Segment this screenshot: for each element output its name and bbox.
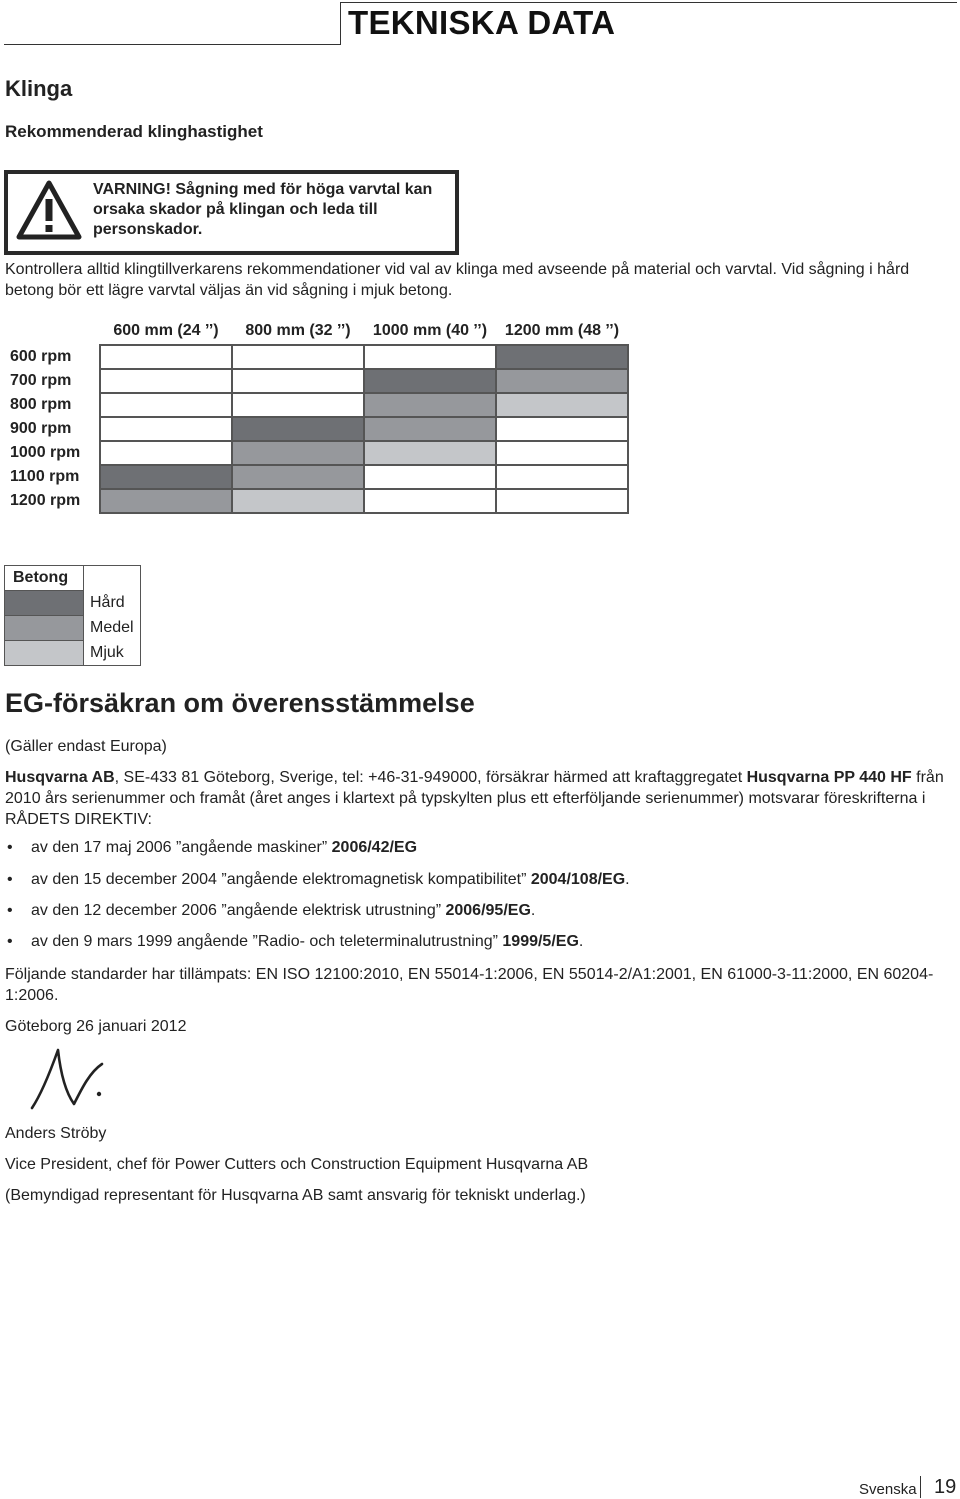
speed-cell-medium (364, 417, 496, 441)
directive-suffix: . (625, 871, 630, 888)
speed-cell-empty (496, 417, 628, 441)
warning-box (4, 170, 459, 255)
speed-cell-medium (100, 489, 232, 513)
speed-cell-empty (496, 465, 628, 489)
bullet-icon: • (7, 902, 13, 919)
speed-cell-empty (364, 345, 496, 369)
speed-cell-empty (100, 417, 232, 441)
row-header: 800 rpm (10, 396, 72, 413)
bullet-icon: • (7, 871, 13, 888)
row-header: 900 rpm (10, 420, 72, 437)
speed-cell-soft (496, 393, 628, 417)
table-row (4, 369, 628, 393)
directive-text: av den 15 december 2004 ”angående elektromagnetisk kompatibilitet” (31, 871, 531, 888)
product-name: Husqvarna PP 440 HF (746, 769, 912, 786)
place-date: Göteborg 26 januari 2012 (5, 1018, 187, 1035)
table-corner (4, 318, 100, 345)
declaration-scope: (Gäller endast Europa) (5, 738, 167, 755)
speed-cell-empty (100, 393, 232, 417)
speed-cell-hard (496, 345, 628, 369)
signer-role: Vice President, chef för Power Cutters och Construction Equipment Husqvarna AB (5, 1156, 589, 1173)
row-header: 600 rpm (10, 348, 72, 365)
legend-item (5, 641, 141, 666)
legend-swatch-medium (5, 616, 84, 641)
company-name: Husqvarna AB (5, 769, 115, 786)
bullet-icon: • (7, 839, 13, 856)
legend-header-empty (84, 566, 141, 591)
signer-name: Anders Ströby (5, 1125, 107, 1142)
speed-cell-medium (364, 393, 496, 417)
declaration-body (5, 767, 957, 830)
section-title: Klinga (5, 76, 73, 101)
bullet-icon: • (7, 933, 13, 950)
speed-cell-empty (496, 489, 628, 513)
speed-cell-empty (100, 345, 232, 369)
directive-suffix: . (578, 933, 584, 950)
footer-divider (920, 1476, 921, 1498)
legend-label: Medel (84, 616, 141, 641)
speed-cell-empty (100, 369, 232, 393)
column-header: 600 mm (24 ’’) (113, 322, 219, 339)
speed-cell-soft (364, 441, 496, 465)
declaration-note: (Bemyndigad representant för Husqvarna AB samt ansvarig för tekniskt underlag.) (5, 1187, 586, 1204)
speed-cell-empty (232, 393, 364, 417)
column-header: 800 mm (32 ’’) (245, 322, 351, 339)
legend-title: Betong (5, 566, 84, 591)
speed-table (4, 318, 629, 514)
table-row (4, 345, 628, 369)
section-subtitle: Rekommenderad klinghastighet (5, 122, 263, 141)
standards-paragraph: Följande standarder har tillämpats: EN ISO 12100:2010, EN 55014-1:2006, EN 55014-2/A1:2001, EN 61000-3-11:2000, EN 60204-1:2006. (5, 966, 934, 1004)
page-number: 19 (934, 1476, 957, 1498)
speed-cell-empty (232, 369, 364, 393)
row-header: 1200 rpm (10, 492, 81, 509)
directive-text: av den 12 december 2006 ”angående elektrisk utrustning” (31, 902, 446, 919)
directive-code: 1999/5/EG (502, 933, 579, 950)
column-header: 1200 mm (48 ’’) (504, 322, 620, 339)
speed-cell-medium (496, 369, 628, 393)
legend-item (5, 616, 141, 641)
directive-code: 2006/95/EG (445, 902, 531, 919)
speed-cell-empty (364, 465, 496, 489)
row-header: 1000 rpm (10, 444, 81, 461)
legend-table (4, 565, 141, 666)
declaration-title: EG-försäkran om överensstämmelse (5, 688, 475, 718)
directive-code: 2004/108/EG (530, 871, 626, 888)
table-row (4, 417, 628, 441)
footer-language: Svenska (859, 1481, 917, 1498)
table-row (4, 465, 628, 489)
speed-cell-empty (364, 489, 496, 513)
warning-triangle-icon (16, 180, 82, 240)
legend-swatch-soft (5, 641, 84, 666)
directive-item (31, 902, 535, 920)
speed-cell-hard (364, 369, 496, 393)
legend-header-row (5, 566, 141, 591)
declaration-text-1: , SE-433 81 Göteborg, Sverige, tel: +46-31-949000, försäkrar härmed att kraftaggregatet (114, 769, 747, 786)
legend-item (5, 591, 141, 616)
table-row (4, 393, 628, 417)
page-title: TEKNISKA DATA (348, 4, 616, 41)
legend-swatch-hard (5, 591, 84, 616)
column-header: 1000 mm (40 ’’) (372, 322, 488, 339)
speed-cell-medium (232, 465, 364, 489)
speed-cell-empty (100, 441, 232, 465)
speed-cell-hard (232, 417, 364, 441)
speed-cell-soft (232, 489, 364, 513)
legend-label: Mjuk (84, 641, 141, 666)
speed-cell-empty (496, 441, 628, 465)
directive-text: av den 9 mars 1999 angående ”Radio- och teleterminalutrustning” (31, 933, 503, 950)
directive-item (31, 839, 417, 857)
directive-suffix: . (530, 902, 536, 919)
directive-code: 2006/42/EG (331, 839, 418, 856)
speed-table-header (4, 318, 628, 345)
directive-item (31, 933, 583, 951)
legend-label: Hård (84, 591, 141, 616)
declaration-text-2: från 2010 års serienummer och framåt (året anges i klartext på typskylten plus ett efterföljande serienummer) motsvarar föreskrifterna i RÅDETS DIREKTIV: (5, 769, 944, 828)
row-header: 700 rpm (10, 372, 72, 389)
intro-paragraph: Kontrollera alltid klingtillverkarens rekommendationer vid val av klinga med avseende på material och varvtal. Vid sågning i hård betong bör ett lägre varvtal väljas än vid sågning i mjuk betong. (5, 261, 910, 299)
table-row (4, 441, 628, 465)
row-header: 1100 rpm (10, 468, 80, 485)
speed-cell-empty (232, 345, 364, 369)
signature (28, 1038, 118, 1116)
directive-item (31, 871, 630, 889)
speed-cell-hard (100, 465, 232, 489)
warning-text: VARNING! Sågning med för höga varvtal kan orsaka skador på klingan och leda till personskador. (93, 181, 433, 238)
table-row (4, 489, 628, 513)
directive-text: av den 17 maj 2006 ”angående maskiner” (31, 839, 332, 856)
speed-cell-medium (232, 441, 364, 465)
